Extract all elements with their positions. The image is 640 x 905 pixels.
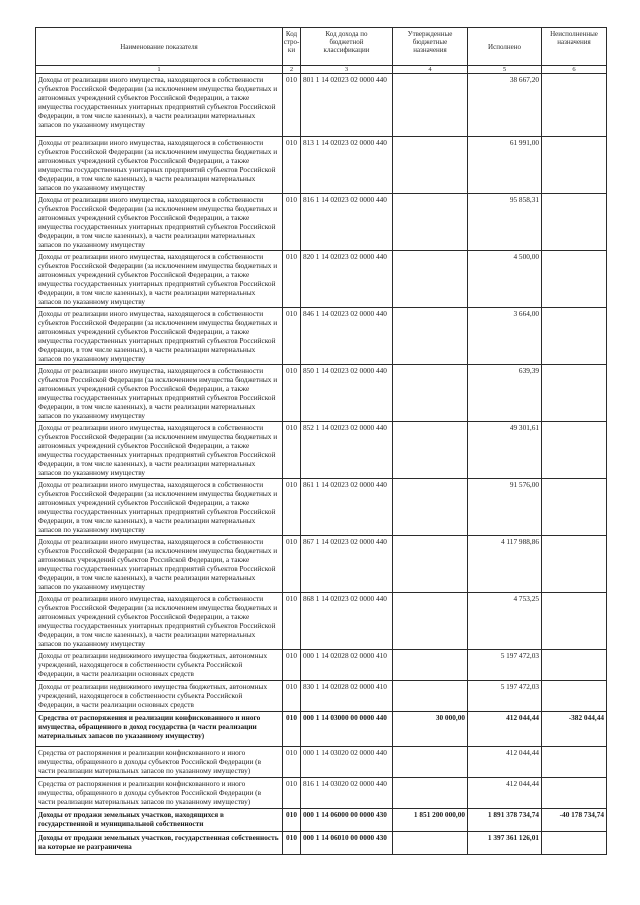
income-code: 868 1 14 02023 02 0000 440 (301, 593, 393, 650)
table-row-total (36, 832, 607, 855)
executed-amount: 5 197 472,03 (468, 681, 542, 712)
line-code: 010 (283, 712, 301, 747)
column-number: 5 (468, 66, 542, 74)
line-code: 010 (283, 74, 301, 137)
indicator-name: Доходы от реализации иного имущества, находящегося в собственности субъектов Российской Федерации (за исключением имущества бюджетных и автономных учреждений субъектов Российской Федерации, а также имущества государственных унитарных предприятий субъектов Российской Федерации, в том числе казенных), в части реализации материальных запасов по указанному имуществу (36, 251, 283, 308)
table-row (36, 747, 607, 778)
income-code: 861 1 14 02023 02 0000 440 (301, 479, 393, 536)
table-row (36, 593, 607, 650)
header-unexecuted: Неисполненные назначения (542, 28, 607, 66)
line-code: 010 (283, 778, 301, 809)
indicator-name: Доходы от реализации недвижимого имущества бюджетных, автономных учреждений, находящегося в собственности субъекта Российской Федерации, в части реализации основных средств (36, 681, 283, 712)
executed-amount: 4 500,00 (468, 251, 542, 308)
column-number: 1 (36, 66, 283, 74)
table-row (36, 422, 607, 479)
table-row (36, 650, 607, 681)
approved-amount (393, 365, 468, 422)
table-row (36, 74, 607, 137)
indicator-name: Доходы от продажи земельных участков, находящихся в государственной и муниципальной собственности (36, 809, 283, 832)
header-income-code: Код дохода по бюджетной классификации (301, 28, 393, 66)
table-row (36, 194, 607, 251)
column-number: 2 (283, 66, 301, 74)
budget-report-table (35, 27, 607, 855)
executed-amount: 1 397 361 126,01 (468, 832, 542, 855)
executed-amount: 3 664,00 (468, 308, 542, 365)
table-row (36, 778, 607, 809)
table-header-row (36, 28, 607, 66)
income-code: 867 1 14 02023 02 0000 440 (301, 536, 393, 593)
table-row (36, 308, 607, 365)
income-code: 801 1 14 02023 02 0000 440 (301, 74, 393, 137)
income-code: 816 1 14 02023 02 0000 440 (301, 194, 393, 251)
executed-amount: 95 858,31 (468, 194, 542, 251)
indicator-name: Доходы от реализации иного имущества, находящегося в собственности субъектов Российской Федерации (за исключением имущества бюджетных и автономных учреждений субъектов Российской Федерации, а также имущества государственных унитарных предприятий субъектов Российской Федерации, в том числе казенных), в части реализации материальных запасов по указанному имуществу (36, 536, 283, 593)
executed-amount: 5 197 472,03 (468, 650, 542, 681)
line-code: 010 (283, 251, 301, 308)
unexecuted-amount (542, 747, 607, 778)
unexecuted-amount (542, 650, 607, 681)
indicator-name: Доходы от реализации недвижимого имущества бюджетных, автономных учреждений, находящегося в собственности субъекта Российской Федерации, в части реализации основных средств (36, 650, 283, 681)
column-number-row (36, 66, 607, 74)
indicator-name: Доходы от реализации иного имущества, находящегося в собственности субъектов Российской Федерации (за исключением имущества бюджетных и автономных учреждений субъектов Российской Федерации, а также имущества государственных унитарных предприятий субъектов Российской Федерации, в том числе казенных), в части реализации материальных запасов по указанному имуществу (36, 365, 283, 422)
indicator-name: Средства от распоряжения и реализации конфискованного и иного имущества, обращенного в доход государства (в части реализации материальных запасов по указанному имуществу) (36, 712, 283, 747)
indicator-name: Средства от распоряжения и реализации конфискованного и иного имущества, обращенного в доходы субъектов Российской Федерации (в части реализации материальных запасов по указанному имуществу) (36, 747, 283, 778)
unexecuted-amount (542, 74, 607, 137)
unexecuted-amount (542, 593, 607, 650)
income-code: 813 1 14 02023 02 0000 440 (301, 137, 393, 194)
line-code: 010 (283, 422, 301, 479)
header-executed: Исполнено (468, 28, 542, 66)
column-number: 3 (301, 66, 393, 74)
executed-amount: 4 753,25 (468, 593, 542, 650)
indicator-name: Средства от распоряжения и реализации конфискованного и иного имущества, обращенного в доходы субъектов Российской Федерации (в части реализации материальных запасов по указанному имуществу) (36, 778, 283, 809)
executed-amount: 4 117 988,86 (468, 536, 542, 593)
line-code: 010 (283, 365, 301, 422)
unexecuted-amount (542, 194, 607, 251)
executed-amount: 412 044,44 (468, 747, 542, 778)
unexecuted-amount (542, 681, 607, 712)
unexecuted-amount: -40 178 734,74 (542, 809, 607, 832)
indicator-name: Доходы от реализации иного имущества, находящегося в собственности субъектов Российской Федерации (за исключением имущества бюджетных и автономных учреждений субъектов Российской Федерации, а также имущества государственных унитарных предприятий субъектов Российской Федерации, в том числе казенных), в части реализации материальных запасов по указанному имуществу (36, 308, 283, 365)
table-row-total (36, 809, 607, 832)
table-row (36, 479, 607, 536)
approved-amount (393, 681, 468, 712)
indicator-name: Доходы от продажи земельных участков, государственная собственность на которые не разграничена (36, 832, 283, 855)
table-row (36, 536, 607, 593)
line-code: 010 (283, 681, 301, 712)
unexecuted-amount (542, 778, 607, 809)
unexecuted-amount (542, 832, 607, 855)
column-number: 6 (542, 66, 607, 74)
unexecuted-amount (542, 137, 607, 194)
approved-amount (393, 778, 468, 809)
income-code: 852 1 14 02023 02 0000 440 (301, 422, 393, 479)
table-row (36, 365, 607, 422)
approved-amount (393, 308, 468, 365)
line-code: 010 (283, 650, 301, 681)
executed-amount: 412 044,44 (468, 712, 542, 747)
income-code: 846 1 14 02023 02 0000 440 (301, 308, 393, 365)
income-code: 000 1 14 03020 02 0000 440 (301, 747, 393, 778)
income-code: 000 1 14 03000 00 0000 440 (301, 712, 393, 747)
executed-amount: 1 891 378 734,74 (468, 809, 542, 832)
table-row (36, 137, 607, 194)
line-code: 010 (283, 308, 301, 365)
approved-amount (393, 650, 468, 681)
approved-amount (393, 593, 468, 650)
line-code: 010 (283, 137, 301, 194)
indicator-name: Доходы от реализации иного имущества, находящегося в собственности субъектов Российской Федерации (за исключением имущества бюджетных и автономных учреждений субъектов Российской Федерации, а также имущества государственных унитарных предприятий субъектов Российской Федерации, в том числе казенных), в части реализации материальных запасов по указанному имуществу (36, 593, 283, 650)
executed-amount: 61 991,00 (468, 137, 542, 194)
table-row (36, 681, 607, 712)
approved-amount (393, 832, 468, 855)
executed-amount: 91 576,00 (468, 479, 542, 536)
header-indicator-name: Наименование показателя (36, 28, 283, 66)
unexecuted-amount (542, 422, 607, 479)
approved-amount (393, 137, 468, 194)
approved-amount (393, 479, 468, 536)
approved-amount (393, 74, 468, 137)
header-line-code: Код стро- ки (283, 28, 301, 66)
approved-amount (393, 422, 468, 479)
income-code: 816 1 14 03020 02 0000 440 (301, 778, 393, 809)
table-row (36, 251, 607, 308)
executed-amount: 412 044,44 (468, 778, 542, 809)
unexecuted-amount (542, 365, 607, 422)
line-code: 010 (283, 809, 301, 832)
unexecuted-amount: -382 044,44 (542, 712, 607, 747)
approved-amount: 1 851 200 000,00 (393, 809, 468, 832)
unexecuted-amount (542, 251, 607, 308)
header-approved: Утвержденные бюджетные назначения (393, 28, 468, 66)
approved-amount: 30 000,00 (393, 712, 468, 747)
indicator-name: Доходы от реализации иного имущества, находящегося в собственности субъектов Российской Федерации (за исключением имущества бюджетных и автономных учреждений субъектов Российской Федерации, а также имущества государственных унитарных предприятий субъектов Российской Федерации, в том числе казенных), в части реализации материальных запасов по указанному имуществу (36, 74, 283, 137)
income-code: 820 1 14 02023 02 0000 440 (301, 251, 393, 308)
approved-amount (393, 536, 468, 593)
line-code: 010 (283, 479, 301, 536)
unexecuted-amount (542, 536, 607, 593)
line-code: 010 (283, 832, 301, 855)
column-number: 4 (393, 66, 468, 74)
income-code: 850 1 14 02023 02 0000 440 (301, 365, 393, 422)
income-code: 000 1 14 06010 00 0000 430 (301, 832, 393, 855)
unexecuted-amount (542, 308, 607, 365)
table-row-total (36, 712, 607, 747)
income-code: 830 1 14 02028 02 0000 410 (301, 681, 393, 712)
line-code: 010 (283, 593, 301, 650)
line-code: 010 (283, 536, 301, 593)
approved-amount (393, 194, 468, 251)
income-code: 000 1 14 02028 02 0000 410 (301, 650, 393, 681)
indicator-name: Доходы от реализации иного имущества, находящегося в собственности субъектов Российской Федерации (за исключением имущества бюджетных и автономных учреждений субъектов Российской Федерации, а также имущества государственных унитарных предприятий субъектов Российской Федерации, в том числе казенных), в части реализации материальных запасов по указанному имуществу (36, 194, 283, 251)
indicator-name: Доходы от реализации иного имущества, находящегося в собственности субъектов Российской Федерации (за исключением имущества бюджетных и автономных учреждений субъектов Российской Федерации, а также имущества государственных унитарных предприятий субъектов Российской Федерации, в том числе казенных), в части реализации материальных запасов по указанному имуществу (36, 137, 283, 194)
executed-amount: 38 667,20 (468, 74, 542, 137)
income-code: 000 1 14 06000 00 0000 430 (301, 809, 393, 832)
indicator-name: Доходы от реализации иного имущества, находящегося в собственности субъектов Российской Федерации (за исключением имущества бюджетных и автономных учреждений субъектов Российской Федерации, а также имущества государственных унитарных предприятий субъектов Российской Федерации, в том числе казенных), в части реализации материальных запасов по указанному имуществу (36, 479, 283, 536)
indicator-name: Доходы от реализации иного имущества, находящегося в собственности субъектов Российской Федерации (за исключением имущества бюджетных и автономных учреждений субъектов Российской Федерации, а также имущества государственных унитарных предприятий субъектов Российской Федерации, в том числе казенных), в части реализации материальных запасов по указанному имуществу (36, 422, 283, 479)
approved-amount (393, 251, 468, 308)
unexecuted-amount (542, 479, 607, 536)
line-code: 010 (283, 194, 301, 251)
executed-amount: 639,39 (468, 365, 542, 422)
approved-amount (393, 747, 468, 778)
executed-amount: 49 301,61 (468, 422, 542, 479)
line-code: 010 (283, 747, 301, 778)
